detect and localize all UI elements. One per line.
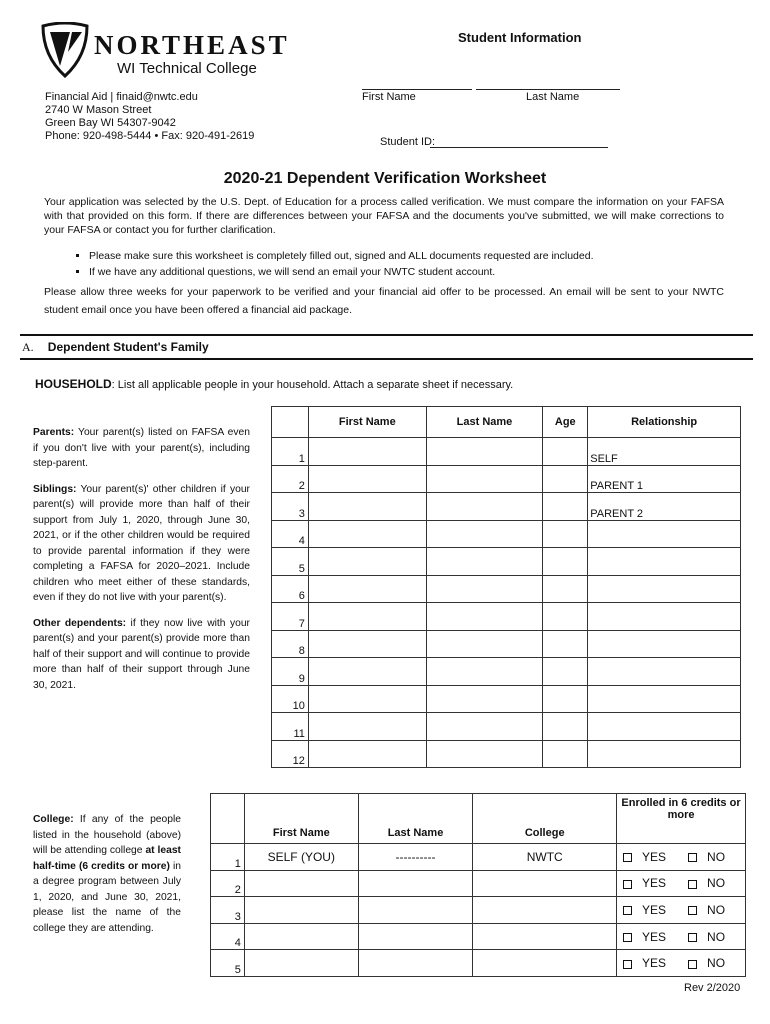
student-info-title: Student Information <box>458 30 582 45</box>
enrollment-cell <box>617 870 746 897</box>
siblings-note <box>33 482 250 606</box>
relationship-cell[interactable] <box>588 740 741 768</box>
column-header: First Name <box>308 407 426 438</box>
relationship-cell[interactable] <box>588 630 741 658</box>
enrollment-cell <box>617 923 746 950</box>
row-number: 10 <box>272 685 309 713</box>
age-cell[interactable] <box>543 575 588 603</box>
table-row <box>211 870 746 897</box>
row-number: 4 <box>272 520 309 548</box>
relationship-cell[interactable]: SELF <box>588 438 741 466</box>
last-name-line[interactable] <box>476 89 620 90</box>
last-name-cell[interactable] <box>358 923 473 950</box>
no-label: NO <box>707 849 726 864</box>
relationship-cell[interactable] <box>588 713 741 741</box>
table-row <box>272 713 741 741</box>
parents-text: Your parent(s) listed on FAFSA even if you don't live with your parent(s), including step-parent. <box>33 427 250 469</box>
no-checkbox[interactable] <box>688 853 697 862</box>
first-name-cell[interactable] <box>244 923 358 950</box>
contact-line: Phone: 920-498-5444 • Fax: 920-491-2619 <box>45 130 255 142</box>
last-name-cell[interactable] <box>426 493 543 521</box>
first-name-cell[interactable] <box>308 713 426 741</box>
relationship-cell[interactable] <box>588 685 741 713</box>
household-instruction-text: : List all applicable people in your household. Attach a separate sheet if necessary. <box>111 379 514 391</box>
last-name-cell[interactable] <box>426 548 543 576</box>
table-row <box>211 923 746 950</box>
yes-checkbox[interactable] <box>623 906 632 915</box>
table-row <box>211 844 746 871</box>
college-text-bold: at least half-time (6 credits or more) <box>33 845 181 872</box>
column-header: Last Name <box>426 407 543 438</box>
parents-label: Parents: <box>33 427 75 438</box>
last-name-cell[interactable] <box>358 897 473 924</box>
section-top-rule <box>20 334 753 336</box>
last-name-cell[interactable] <box>426 438 543 466</box>
first-name-cell[interactable] <box>308 438 426 466</box>
first-name-cell[interactable] <box>308 493 426 521</box>
relationship-cell[interactable] <box>588 658 741 686</box>
intro-paragraph: Your application was selected by the U.S. Dept. of Education for a process called verification. We must compare the information on your FAFSA with that provided on this form. If there are differences between your FAFSA and the documents you've submitted, we will make corrections to your FAFSA or contact you for further clarification. <box>44 196 724 236</box>
last-name-cell[interactable] <box>426 630 543 658</box>
table-row <box>211 950 746 977</box>
age-cell[interactable] <box>543 465 588 493</box>
row-number: 12 <box>272 740 309 768</box>
table-row <box>272 658 741 686</box>
no-label: NO <box>707 929 726 944</box>
college-cell[interactable] <box>473 950 617 977</box>
college-table <box>210 793 746 977</box>
no-checkbox[interactable] <box>688 880 697 889</box>
table-header-row <box>272 407 741 438</box>
column-header: Age <box>543 407 588 438</box>
table-header-row <box>211 794 746 844</box>
contact-line: Green Bay WI 54307-9042 <box>45 117 176 129</box>
table-row <box>211 897 746 924</box>
college-text: in a degree program between July 1, 2020, and June 30, 2021, please list the name of the college they are attending. <box>33 860 181 934</box>
first-name-cell[interactable] <box>308 465 426 493</box>
parents-note <box>33 425 250 472</box>
table-row <box>272 603 741 631</box>
yes-checkbox[interactable] <box>623 933 632 942</box>
list-item: ▪ If we have any additional questions, we will send an email your NWTC student account. <box>89 264 593 280</box>
yes-checkbox[interactable] <box>623 960 632 969</box>
row-number: 2 <box>211 870 245 897</box>
row-number: 4 <box>211 923 245 950</box>
relationship-cell[interactable] <box>588 603 741 631</box>
row-number: 2 <box>272 465 309 493</box>
first-name-cell[interactable] <box>308 575 426 603</box>
last-name-cell[interactable] <box>426 575 543 603</box>
row-number: 3 <box>211 897 245 924</box>
contact-line: Financial Aid | finaid@nwtc.edu <box>45 91 198 103</box>
relationship-cell[interactable] <box>588 520 741 548</box>
yes-label: YES <box>642 849 667 864</box>
household-explanations <box>33 425 250 693</box>
first-name-cell[interactable] <box>244 950 358 977</box>
table-row <box>272 520 741 548</box>
no-checkbox[interactable] <box>688 960 697 969</box>
yes-label: YES <box>642 902 667 917</box>
last-name-cell[interactable] <box>426 740 543 768</box>
list-item: ▪ Please make sure this worksheet is completely filled out, signed and ALL documents requested are included. <box>89 248 593 264</box>
age-cell[interactable] <box>543 630 588 658</box>
shield-logo-icon <box>40 22 90 78</box>
revision-label: Rev 2/2020 <box>684 982 741 994</box>
row-number: 6 <box>272 575 309 603</box>
last-name-cell[interactable] <box>358 870 473 897</box>
siblings-text: Your parent(s)' other children if your parent(s) will provide more than half of their support from July 1, 2020, through June 30, 2021, or if the other children would be required to provide parental information if they were completing a FAFSA for 2020–2021. Include children who meet either of these standards, even if they do not live with your parent(s). <box>33 483 250 603</box>
enrollment-cell <box>617 950 746 977</box>
age-cell[interactable] <box>543 548 588 576</box>
last-name-cell[interactable] <box>426 658 543 686</box>
age-cell[interactable] <box>543 740 588 768</box>
first-name-cell[interactable]: SELF (YOU) <box>244 844 358 871</box>
enrollment-cell <box>617 897 746 924</box>
college-cell[interactable] <box>473 897 617 924</box>
row-number: 11 <box>272 713 309 741</box>
household-label: HOUSEHOLD <box>35 377 112 391</box>
first-name-cell[interactable] <box>244 897 358 924</box>
age-cell[interactable] <box>543 520 588 548</box>
siblings-label: Siblings: <box>33 483 77 495</box>
last-name-cell[interactable] <box>426 713 543 741</box>
yes-label: YES <box>642 956 667 971</box>
college-cell[interactable]: NWTC <box>473 844 617 871</box>
table-row <box>272 630 741 658</box>
row-number: 8 <box>272 630 309 658</box>
age-cell[interactable] <box>543 658 588 686</box>
section-header <box>22 340 209 355</box>
college-text: If any of the people listed in the household (above) will be attending college <box>33 814 181 856</box>
section-letter: A. <box>22 340 34 354</box>
table-row <box>272 575 741 603</box>
first-name-label: First Name <box>362 91 416 103</box>
logo-subtitle: WI Technical College <box>117 60 257 77</box>
yes-label: YES <box>642 876 667 891</box>
age-cell[interactable] <box>543 685 588 713</box>
last-name-cell[interactable] <box>358 950 473 977</box>
last-name-cell[interactable]: ---------- <box>358 844 473 871</box>
student-id-label: Student ID: <box>380 136 436 148</box>
age-cell[interactable] <box>543 438 588 466</box>
last-name-cell[interactable] <box>426 603 543 631</box>
instruction-list <box>44 248 593 280</box>
household-table <box>271 406 741 768</box>
column-header: First Name <box>244 794 358 844</box>
contact-line: 2740 W Mason Street <box>45 104 152 116</box>
household-instruction <box>35 377 513 391</box>
row-number-header <box>211 794 245 844</box>
contact-block <box>45 91 254 143</box>
first-name-cell[interactable] <box>308 740 426 768</box>
enrollment-cell <box>617 844 746 871</box>
table-row <box>272 465 741 493</box>
college-cell[interactable] <box>473 870 617 897</box>
column-header: College <box>473 794 617 844</box>
age-cell[interactable] <box>543 713 588 741</box>
last-name-label: Last Name <box>526 91 580 103</box>
table-row <box>272 438 741 466</box>
relationship-cell[interactable] <box>588 575 741 603</box>
table-row <box>272 548 741 576</box>
first-name-cell[interactable] <box>308 658 426 686</box>
first-name-cell[interactable] <box>308 520 426 548</box>
yes-label: YES <box>642 929 667 944</box>
table-row <box>272 685 741 713</box>
first-name-cell[interactable] <box>308 685 426 713</box>
table-row <box>272 493 741 521</box>
first-name-cell[interactable] <box>308 548 426 576</box>
column-header: Relationship <box>588 407 741 438</box>
age-cell[interactable] <box>543 603 588 631</box>
age-cell[interactable] <box>543 493 588 521</box>
row-number: 1 <box>272 438 309 466</box>
column-header: Last Name <box>358 794 473 844</box>
row-number: 5 <box>272 548 309 576</box>
logo-wordmark: NORTHEAST <box>94 30 290 60</box>
college-explanation <box>33 812 181 936</box>
last-name-cell[interactable] <box>426 685 543 713</box>
table-row <box>272 740 741 768</box>
yes-checkbox[interactable] <box>623 853 632 862</box>
college-cell[interactable] <box>473 923 617 950</box>
no-label: NO <box>707 876 726 891</box>
relationship-cell[interactable]: PARENT 2 <box>588 493 741 521</box>
relationship-cell[interactable] <box>588 548 741 576</box>
relationship-cell[interactable]: PARENT 1 <box>588 465 741 493</box>
row-number: 1 <box>211 844 245 871</box>
no-label: NO <box>707 902 726 917</box>
column-header: Enrolled in 6 credits or more <box>617 794 746 844</box>
other-dependents-text: if they now live with your parent(s) and your parent(s) provide more than half of their support and will continue to provide more than half of their support through June 30, 2021. <box>33 617 250 691</box>
first-name-cell[interactable] <box>244 870 358 897</box>
college-label: College: <box>33 814 74 825</box>
other-dependents-label: Other dependents: <box>33 617 127 629</box>
row-number: 5 <box>211 950 245 977</box>
section-title: Dependent Student's Family <box>47 340 209 354</box>
first-name-cell[interactable] <box>308 603 426 631</box>
other-dependents-note <box>33 616 250 694</box>
page-title: 2020-21 Dependent Verification Worksheet <box>223 170 547 187</box>
row-number: 7 <box>272 603 309 631</box>
row-number-header <box>272 407 309 438</box>
row-number: 3 <box>272 493 309 521</box>
first-name-line[interactable] <box>362 89 472 90</box>
no-label: NO <box>707 956 726 971</box>
last-name-cell[interactable] <box>426 465 543 493</box>
no-checkbox[interactable] <box>688 933 697 942</box>
last-name-cell[interactable] <box>426 520 543 548</box>
first-name-cell[interactable] <box>308 630 426 658</box>
no-checkbox[interactable] <box>688 906 697 915</box>
yes-checkbox[interactable] <box>623 880 632 889</box>
section-bottom-rule <box>20 358 753 360</box>
notice-paragraph: Please allow three weeks for your paperwork to be verified and your financial aid offer to be processed. An email will be sent to your NWTC student email once you have been offered a financial aid package. <box>44 286 724 316</box>
college-logo <box>40 22 90 78</box>
row-number: 9 <box>272 658 309 686</box>
student-id-line[interactable] <box>430 147 608 148</box>
